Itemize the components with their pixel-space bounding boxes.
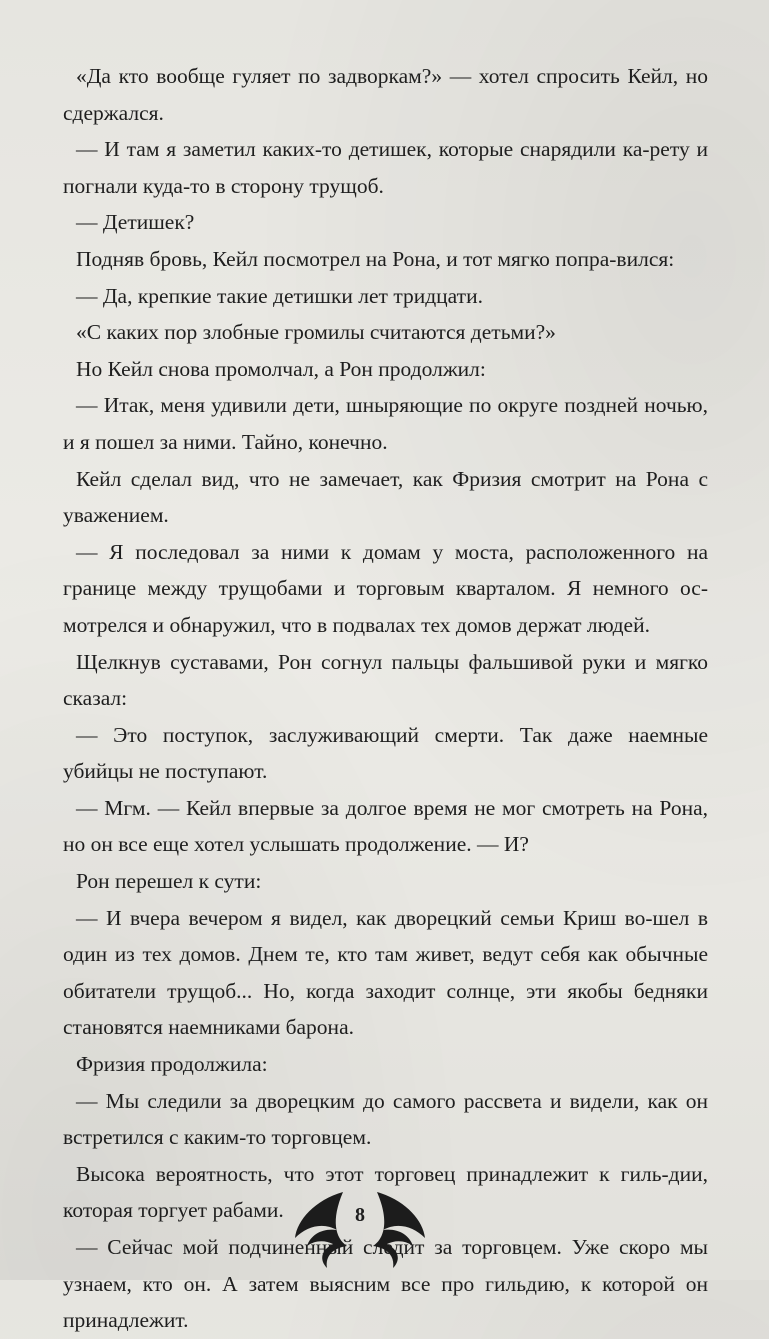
crescent-horn-ornament-right-icon [355, 1190, 435, 1270]
paragraph: — Детишек? [76, 210, 195, 235]
book-page-text [63, 58, 708, 1339]
paragraph: — Сейчас мой подчиненный следит за торговцем. Уже скоро мы узнаем, кто он. А затем выясним все про гильдию, к которой он принадлежит. [63, 1235, 708, 1333]
page-footer [0, 1190, 769, 1270]
paragraph: — Мгм. — Кейл впервые за долгое время не мог смотреть на Рона, но он все еще хотел услышать продолжение. — И? [63, 795, 708, 857]
paragraph: Кейл сделал вид, что не замечает, как Фризия смотрит на Рона с уважением. [63, 466, 708, 528]
paragraph: — Мы следили за дворецким до самого рассвета и видели, как он встретился с каким-то торговцем. [63, 1088, 708, 1150]
paragraph: «Да кто вообще гуляет по задворкам?» — хотел спросить Кейл, но сдержался. [63, 64, 708, 125]
paragraph: — Да, крепкие такие детишки лет тридцати. [76, 283, 483, 308]
paragraph: Рон перешел к сути: [76, 869, 262, 894]
paragraph: — И там я заметил каких-то детишек, которые снарядили ка-рету и погнали куда-то в сторону трущоб. [63, 137, 708, 198]
page-number: 8 [355, 1204, 365, 1226]
paragraph: «С каких пор злобные громилы считаются детьми?» [76, 320, 556, 345]
paragraph: Фризия продолжила: [76, 1052, 268, 1077]
paragraph: — Итак, меня удивили дети, шныряющие по округе поздней ночью, и я пошел за ними. Тайно, конечно. [63, 393, 708, 454]
paragraph: — Я последовал за ними к домам у моста, расположенного на границе между трущобами и торговым кварталом. Я немного ос-мотрелся и обнаружил, что в подвалах тех домов держат людей. [63, 539, 708, 637]
paragraph: — И вчера вечером я видел, как дворецкий семьи Криш во-шел в один из тех домов. Днем те, кто там живет, ведут себя как обычные обитатели трущоб... Но, когда заходит солнце, эти якобы бедняки становятся наемниками барона. [63, 905, 708, 1040]
crescent-horn-ornament-left-icon [285, 1190, 365, 1270]
paragraph: Подняв бровь, Кейл посмотрел на Рона, и тот мягко попра-вился: [76, 246, 675, 271]
paragraph: — Это поступок, заслуживающий смерти. Так даже наемные убийцы не поступают. [63, 722, 708, 784]
paragraph: Щелкнув суставами, Рон согнул пальцы фальшивой руки и мягко сказал: [63, 649, 708, 711]
paragraph: Но Кейл снова промолчал, а Рон продолжил: [76, 356, 486, 381]
paragraph: Высока вероятность, что этот торговец принадлежит к гиль-дии, которая торгует рабами. [63, 1161, 708, 1223]
